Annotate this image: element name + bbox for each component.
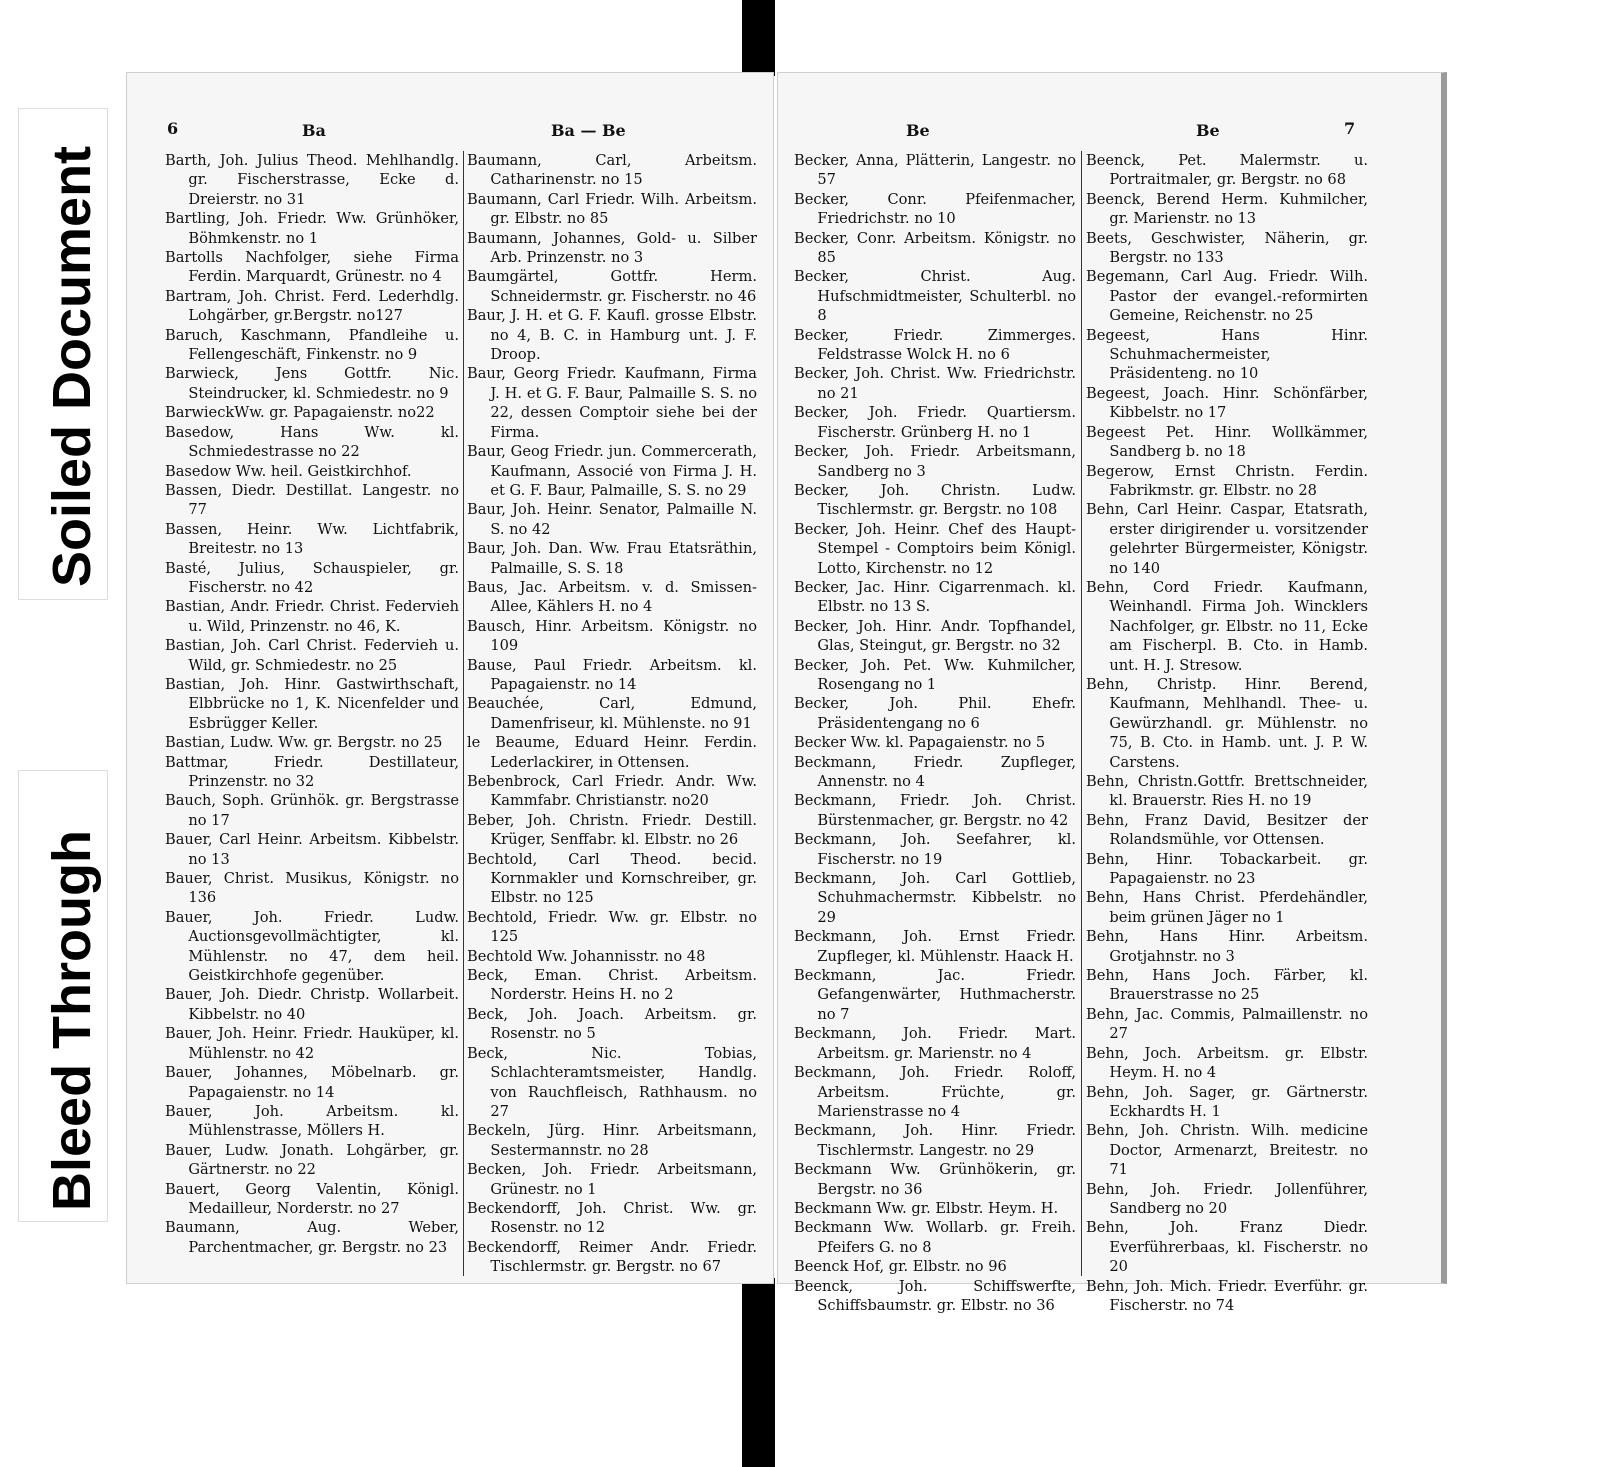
directory-entry: Basté, Julius, Schauspieler, gr. Fischerstr. no 42 [165, 559, 459, 596]
directory-entry: Baur, J. H. et G. F. Kaufl. grosse Elbstr. no 4, B. C. in Hamburg unt. J. F. Droop. [467, 307, 757, 364]
directory-entry: Bauer, Joh. Arbeitsm. kl. Mühlenstrasse, Möllers H. [165, 1102, 459, 1140]
running-head-right-col1: Be [906, 121, 930, 140]
directory-entry: Becker, Joh. Friedr. Quartiersm. Fischerstr. Grünberg H. no 1 [794, 404, 1076, 441]
directory-entry: Bassen, Diedr. Destillat. Langestr. no 77 [165, 481, 459, 519]
directory-entry: Becker, Conr. Pfeifenmacher, Friedrichstr. no 10 [794, 190, 1076, 228]
directory-entry: Battmar, Friedr. Destillateur, Prinzenstr. no 32 [165, 753, 459, 790]
directory-entry: Behn, Cord Friedr. Kaufmann, Weinhandl. Firma Joh. Wincklers Nachfolger, gr. Elbstr. no 11, Ecke am Fischerpl. B. Cto. in Hamb. unt. H. J. Stresow. [1086, 578, 1368, 674]
directory-entry: Baumann, Carl, Arbeitsm. Catharinenstr. no 15 [467, 152, 757, 189]
directory-entry: Bechtold, Carl Theod. becid. Kornmakler und Kornschreiber, gr. Elbstr. no 125 [467, 850, 757, 907]
directory-entry: Bartolls Nachfolger, siehe Firma Ferdin. Marquardt, Grünestr. no 4 [165, 249, 459, 286]
running-head-right-col2: Be [1196, 121, 1220, 140]
directory-entry: Bechtold Ww. Johannisstr. no 48 [467, 947, 706, 965]
directory-entry: Bauert, Georg Valentin, Königl. Medailleur, Norderstr. no 27 [165, 1180, 459, 1217]
directory-entry: Behn, Franz David, Besitzer der Rolandsmühle, vor Ottensen. [1086, 811, 1368, 849]
directory-entry: Beckmann Ww. gr. Elbstr. Heym. H. [794, 1199, 1059, 1217]
running-head-left-col2: Ba — Be [551, 121, 626, 140]
column-right-2 [1086, 151, 1368, 1315]
directory-entry: Bastian, Ludw. Ww. gr. Bergstr. no 25 [165, 734, 443, 752]
directory-entry: Beckmann, Joh. Friedr. Roloff, Arbeitsm. Früchte, gr. Marienstrasse no 4 [794, 1064, 1076, 1120]
directory-entry: Beckmann, Friedr. Joh. Christ. Bürstenmacher, gr. Bergstr. no 42 [794, 792, 1076, 829]
directory-entry: Barth, Joh. Julius Theod. Mehlhandlg. gr. Fischerstrasse, Ecke d. Dreierstr. no 31 [165, 152, 459, 208]
directory-entry: Bechtold, Friedr. Ww. gr. Elbstr. no 125 [467, 908, 757, 946]
directory-entry: Baur, Joh. Dan. Ww. Frau Etatsräthin, Palmaille, S. S. 18 [467, 540, 757, 577]
directory-entry: Beenck, Pet. Malermstr. u. Portraitmaler, gr. Bergstr. no 68 [1086, 152, 1368, 189]
page-number-right: 7 [1344, 119, 1356, 138]
directory-entry: Becker, Friedr. Zimmerges. Feldstrasse Wolck H. no 6 [794, 326, 1076, 364]
directory-entry: Behn, Joh. Friedr. Jollenführer, Sandberg no 20 [1086, 1180, 1368, 1217]
directory-entry: Behn, Joch. Arbeitsm. gr. Elbstr. Heym. H. no 4 [1086, 1044, 1368, 1082]
directory-entry: Bause, Paul Friedr. Arbeitsm. kl. Papagaienstr. no 14 [467, 656, 757, 693]
directory-entry: Bastian, Joh. Carl Christ. Federvieh u. Wild, gr. Schmiedestr. no 25 [165, 637, 459, 674]
directory-entry: Beckeln, Jürg. Hinr. Arbeitsmann, Sestermannstr. no 28 [467, 1122, 757, 1159]
directory-entry: Baumann, Aug. Weber, Parchentmacher, gr. Bergstr. no 23 [165, 1219, 459, 1256]
directory-entry: Becker, Joh. Heinr. Chef des Haupt-Stempel - Comptoirs beim Königl. Lotto, Kirchenstr. no 12 [794, 520, 1076, 577]
directory-entry: Behn, Hinr. Tobackarbeit. gr. Papagaienstr. no 23 [1086, 850, 1368, 888]
directory-entry: Beenck, Berend Herm. Kuhmilcher, gr. Marienstr. no 13 [1086, 190, 1368, 228]
directory-entry: Beenck, Joh. Schiffswerfte, Schiffsbaumstr. gr. Elbstr. no 36 [794, 1277, 1076, 1314]
directory-entry: Bastian, Joh. Hinr. Gastwirthschaft, Elbbrücke no 1, K. Nicenfelder und Esbrügger Keller. [165, 675, 459, 732]
directory-entry: Bebenbrock, Carl Friedr. Andr. Ww. Kammfabr. Christianstr. no20 [467, 773, 757, 810]
directory-entry: Behn, Christn.Gottfr. Brettschneider, kl. Brauerstr. Ries H. no 19 [1086, 773, 1368, 810]
stamp-panel-top [18, 108, 108, 600]
directory-entry: Bastian, Andr. Friedr. Christ. Federvieh u. Wild, Prinzenstr. no 46, K. [165, 598, 459, 635]
directory-entry: le Beaume, Eduard Heinr. Ferdin. Lederlackirer, in Ottensen. [467, 734, 757, 771]
directory-entry: Becker, Joh. Friedr. Arbeitsmann, Sandberg no 3 [794, 443, 1076, 480]
directory-entry: Becker, Joh. Hinr. Andr. Topfhandel, Glas, Steingut, gr. Bergstr. no 32 [794, 617, 1076, 655]
directory-entry: Beauchée, Carl, Edmund, Damenfriseur, kl. Mühlenste. no 91 [467, 695, 757, 732]
directory-entry: Beckendorff, Reimer Andr. Friedr. Tischlermstr. gr. Bergstr. no 67 [467, 1238, 757, 1276]
column-divider-right [1081, 151, 1082, 1276]
directory-entry: Beckmann, Joh. Ernst Friedr. Zupfleger, kl. Mühlenstr. Haack H. [794, 928, 1076, 965]
soiled-document-stamp: Soiled Document [42, 145, 102, 587]
directory-entry: Becker, Joh. Christn. Ludw. Tischlermstr. gr. Bergstr. no 108 [794, 481, 1076, 519]
directory-entry: Bauer, Christ. Musikus, Königstr. no 136 [165, 870, 459, 907]
directory-entry: Bassen, Heinr. Ww. Lichtfabrik, Breitestr. no 13 [165, 520, 459, 558]
column-left-1 [165, 151, 459, 1257]
directory-entry: Behn, Christp. Hinr. Berend, Kaufmann, Mehlhandl. Thee- u. Gewürzhandl. gr. Mühlenstr. no 75, B. Cto. in Hamb. unt. J. P. W. Carstens. [1086, 675, 1368, 771]
directory-entry: Becker, Joh. Christ. Ww. Friedrichstr. no 21 [794, 365, 1076, 402]
directory-entry: Bauer, Ludw. Jonath. Lohgärber, gr. Gärtnerstr. no 22 [165, 1141, 459, 1179]
directory-entry: Beck, Joh. Joach. Arbeitsm. gr. Rosenstr. no 5 [467, 1005, 757, 1043]
directory-entry: Behn, Carl Heinr. Caspar, Etatsrath, erster dirigirender u. vorsitzender gelehrter Bürgermeister, Königstr. no 140 [1086, 501, 1368, 577]
directory-entry: Bauer, Joh. Heinr. Friedr. Hauküper, kl. Mühlenstr. no 42 [165, 1025, 459, 1062]
directory-entry: Becker, Joh. Phil. Ehefr. Präsidentengang no 6 [794, 695, 1076, 732]
directory-entry: Behn, Joh. Sager, gr. Gärtnerstr. Eckhardts H. 1 [1086, 1083, 1368, 1120]
directory-entry: Behn, Joh. Franz Diedr. Everführerbaas, kl. Fischerstr. no 20 [1086, 1219, 1368, 1276]
column-divider-left [463, 151, 464, 1276]
directory-entry: Behn, Jac. Commis, Palmaillenstr. no 27 [1086, 1005, 1368, 1043]
directory-entry: Baur, Georg Friedr. Kaufmann, Firma J. H. et G. F. Baur, Palmaille S. S. no 22, dessen Comptoir siehe bei der Firma. [467, 365, 757, 441]
directory-entry: Behn, Joh. Christn. Wilh. medicine Doctor, Armenarzt, Breitestr. no 71 [1086, 1122, 1368, 1179]
directory-entry: Behn, Hans Hinr. Arbeitsm. Grotjahnstr. no 3 [1086, 928, 1368, 965]
directory-entry: Beber, Joh. Christn. Friedr. Destill. Krüger, Senffabr. kl. Elbstr. no 26 [467, 811, 757, 849]
directory-entry: Beckmann Ww. Wollarb. gr. Freih. Pfeifers G. no 8 [794, 1219, 1076, 1256]
directory-entry: Becker, Jac. Hinr. Cigarrenmach. kl. Elbstr. no 13 S. [794, 578, 1076, 616]
directory-entry: Begeest Pet. Hinr. Wollkämmer, Sandberg b. no 18 [1086, 423, 1368, 461]
bleed-through-stamp: Bleed Through [42, 830, 102, 1211]
directory-entry: Behn, Hans Christ. Pferdehändler, beim grünen Jäger no 1 [1086, 889, 1368, 926]
directory-entry: Beckmann, Joh. Carl Gottlieb, Schuhmachermstr. Kibbelstr. no 29 [794, 870, 1076, 926]
directory-entry: Baumann, Johannes, Gold- u. Silber Arb. Prinzenstr. no 3 [467, 229, 757, 267]
directory-entry: Bauer, Joh. Diedr. Christp. Wollarbeit. Kibbelstr. no 40 [165, 986, 459, 1023]
column-left-2 [467, 151, 757, 1277]
directory-entry: Bausch, Hinr. Arbeitsm. Königstr. no 109 [467, 617, 757, 655]
directory-entry: Beckmann, Jac. Friedr. Gefangenwärter, Huthmacherstr. no 7 [794, 967, 1076, 1023]
directory-entry: Becken, Joh. Friedr. Arbeitsmann, Grünestr. no 1 [467, 1161, 757, 1198]
directory-entry: Beckmann, Joh. Hinr. Friedr. Tischlermstr. Langestr. no 29 [794, 1122, 1076, 1159]
left-page [126, 72, 774, 1284]
binding-bar-top [742, 0, 775, 76]
right-page [777, 72, 1447, 1314]
directory-entry: Beck, Nic. Tobias, Schlachteramtsmeister, Handlg. von Rauchfleisch, Rathhausm. no 27 [467, 1044, 757, 1120]
directory-entry: Baumann, Carl Friedr. Wilh. Arbeitsm. gr. Elbstr. no 85 [467, 190, 757, 228]
binding-bar-bottom [742, 1278, 775, 1467]
directory-entry: Baus, Jac. Arbeitsm. v. d. Smissen-Allee, Kählers H. no 4 [467, 578, 757, 616]
directory-entry: Becker Ww. kl. Papagaienstr. no 5 [794, 734, 1046, 752]
directory-entry: Bauer, Johannes, Möbelnarb. gr. Papagaienstr. no 14 [165, 1064, 459, 1101]
directory-entry: Beckmann, Friedr. Zupfleger, Annenstr. no 4 [794, 753, 1076, 790]
directory-entry: Baur, Joh. Heinr. Senator, Palmaille N. S. no 42 [467, 501, 757, 538]
directory-entry: Becker, Conr. Arbeitsm. Königstr. no 85 [794, 229, 1076, 267]
directory-entry: Bartram, Joh. Christ. Ferd. Lederhdlg. Lohgärber, gr.Bergstr. no127 [165, 287, 459, 325]
directory-entry: Basedow Ww. heil. Geistkirchhof. [165, 462, 412, 480]
directory-entry: Begemann, Carl Aug. Friedr. Wilh. Pastor der evangel.-reformirten Gemeine, Reichenstr. no 25 [1086, 268, 1368, 325]
directory-entry: Begeest, Hans Hinr. Schuhmachermeister, Präsidenteng. no 10 [1086, 326, 1368, 383]
directory-entry: BarwieckWw. gr. Papagaienstr. no22 [165, 404, 435, 422]
directory-entry: Beck, Eman. Christ. Arbeitsm. Norderstr. Heins H. no 2 [467, 967, 757, 1004]
directory-entry: Becker, Christ. Aug. Hufschmidtmeister, Schulterbl. no 8 [794, 268, 1076, 325]
stamp-panel-bottom [18, 770, 108, 1222]
directory-entry: Bartling, Joh. Friedr. Ww. Grünhöker, Böhmkenstr. no 1 [165, 210, 459, 247]
directory-entry: Begerow, Ernst Christn. Ferdin. Fabrikmstr. gr. Elbstr. no 28 [1086, 462, 1368, 499]
directory-entry: Bauer, Joh. Friedr. Ludw. Auctionsgevollmächtigter, kl. Mühlenstr. no 47, dem heil. Geistkirchhofe gegenüber. [165, 908, 459, 985]
directory-entry: Basedow, Hans Ww. kl. Schmiedestrasse no 22 [165, 423, 459, 461]
directory-entry: Baur, Geog Friedr. jun. Commercerath, Kaufmann, Associé von Firma J. H. et G. F. Baur, Palmaille, S. S. no 29 [467, 443, 757, 499]
directory-entry: Baruch, Kaschmann, Pfandleihe u. Fellengeschäft, Finkenstr. no 9 [165, 326, 459, 364]
directory-entry: Begeest, Joach. Hinr. Schönfärber, Kibbelstr. no 17 [1086, 384, 1368, 422]
directory-entry: Beenck Hof, gr. Elbstr. no 96 [794, 1258, 1007, 1276]
directory-entry: Beets, Geschwister, Näherin, gr. Bergstr. no 133 [1086, 229, 1368, 267]
column-right-1 [794, 151, 1076, 1315]
directory-entry: Bauch, Soph. Grünhök. gr. Bergstrasse no 17 [165, 792, 459, 829]
directory-entry: Beckmann, Joh. Friedr. Mart. Arbeitsm. gr. Marienstr. no 4 [794, 1025, 1076, 1062]
directory-entry: Behn, Hans Joch. Färber, kl. Brauerstrasse no 25 [1086, 967, 1368, 1004]
directory-entry: Baumgärtel, Gottfr. Herm. Schneidermstr. gr. Fischerstr. no 46 [467, 268, 757, 305]
running-head-left-col1: Ba [302, 121, 326, 140]
directory-entry: Becker, Joh. Pet. Ww. Kuhmilcher, Rosengang no 1 [794, 656, 1076, 693]
directory-entry: Beckendorff, Joh. Christ. Ww. gr. Rosenstr. no 12 [467, 1199, 757, 1237]
directory-entry: Bauer, Carl Heinr. Arbeitsm. Kibbelstr. no 13 [165, 831, 459, 868]
directory-entry: Behn, Joh. Mich. Friedr. Everführ. gr. Fischerstr. no 74 [1086, 1277, 1368, 1314]
directory-entry: Becker, Anna, Plätterin, Langestr. no 57 [794, 152, 1076, 189]
directory-entry: Beckmann Ww. Grünhökerin, gr. Bergstr. no 36 [794, 1161, 1076, 1198]
page-number-left: 6 [167, 119, 179, 138]
directory-entry: Beckmann, Joh. Seefahrer, kl. Fischerstr. no 19 [794, 831, 1076, 868]
directory-entry: Barwieck, Jens Gottfr. Nic. Steindrucker, kl. Schmiedestr. no 9 [165, 365, 459, 402]
